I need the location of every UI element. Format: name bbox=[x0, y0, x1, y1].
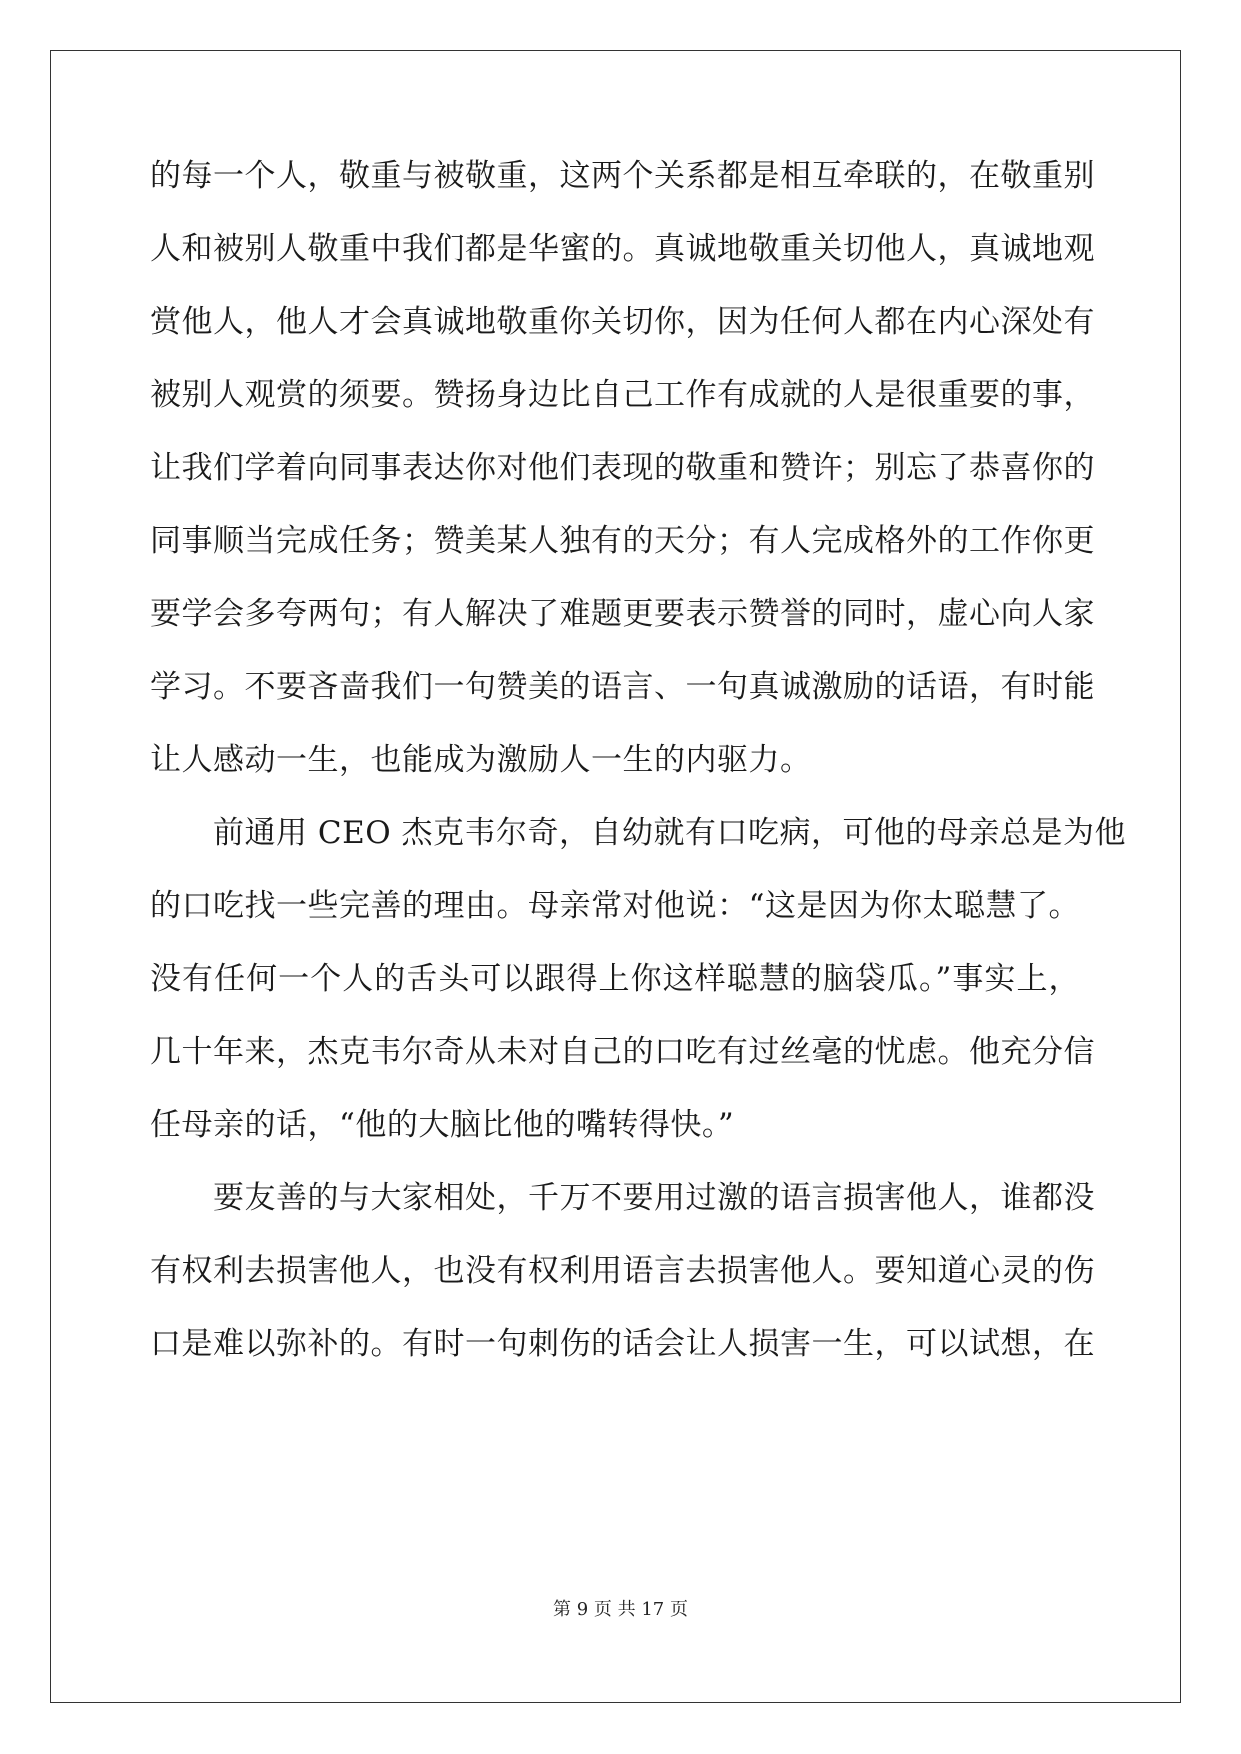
body-text-line: 学习。不要吝啬我们一句赞美的语言、一句真诚激励的话语，有时能 bbox=[150, 669, 1095, 705]
body-text-line: 让我们学着向同事表达你对他们表现的敬重和赞许；别忘了恭喜你的 bbox=[150, 450, 1095, 486]
page-number-footer: 第 9 页 共 17 页 bbox=[553, 1599, 688, 1620]
body-text-line: 人和被别人敬重中我们都是华蜜的。真诚地敬重关切他人，真诚地观 bbox=[150, 231, 1095, 267]
body-text-line: 任母亲的话，“他的大脑比他的嘴转得快。” bbox=[150, 1107, 735, 1143]
body-text-line: 口是难以弥补的。有时一句刺伤的话会让人损害一生，可以试想，在 bbox=[150, 1326, 1095, 1362]
body-text-line: 要友善的与大家相处，千万不要用过激的语言损害他人，谁都没 bbox=[213, 1180, 1095, 1216]
body-text-line: 同事顺当完成任务；赞美某人独有的天分；有人完成格外的工作你更 bbox=[150, 523, 1095, 559]
body-text-line: 的每一个人，敬重与被敬重，这两个关系都是相互牵联的，在敬重别 bbox=[150, 158, 1095, 194]
body-text-line: 要学会多夸两句；有人解决了难题更要表示赞誉的同时，虚心向人家 bbox=[150, 596, 1095, 632]
body-text-line: 让人感动一生，也能成为激励人一生的内驱力。 bbox=[150, 742, 812, 778]
body-text-line: 赏他人，他人才会真诚地敬重你关切你，因为任何人都在内心深处有 bbox=[150, 304, 1095, 340]
body-text-line: 有权利去损害他人，也没有权利用语言去损害他人。要知道心灵的伤 bbox=[150, 1253, 1095, 1289]
body-text-line: 前通用 CEO 杰克韦尔奇，自幼就有口吃病，可他的母亲总是为他 bbox=[213, 815, 1126, 851]
body-text-line: 的口吃找一些完善的理由。母亲常对他说：“这是因为你太聪慧了。 bbox=[150, 888, 1080, 924]
body-text-line: 被别人观赏的须要。赞扬身边比自己工作有成就的人是很重要的事， bbox=[150, 377, 1095, 413]
page-border bbox=[50, 50, 1181, 1703]
body-text-line: 没有任何一个人的舌头可以跟得上你这样聪慧的脑袋瓜。”事实上， bbox=[150, 961, 1080, 997]
body-text-line: 几十年来，杰克韦尔奇从未对自己的口吃有过丝毫的忧虑。他充分信 bbox=[150, 1034, 1095, 1070]
